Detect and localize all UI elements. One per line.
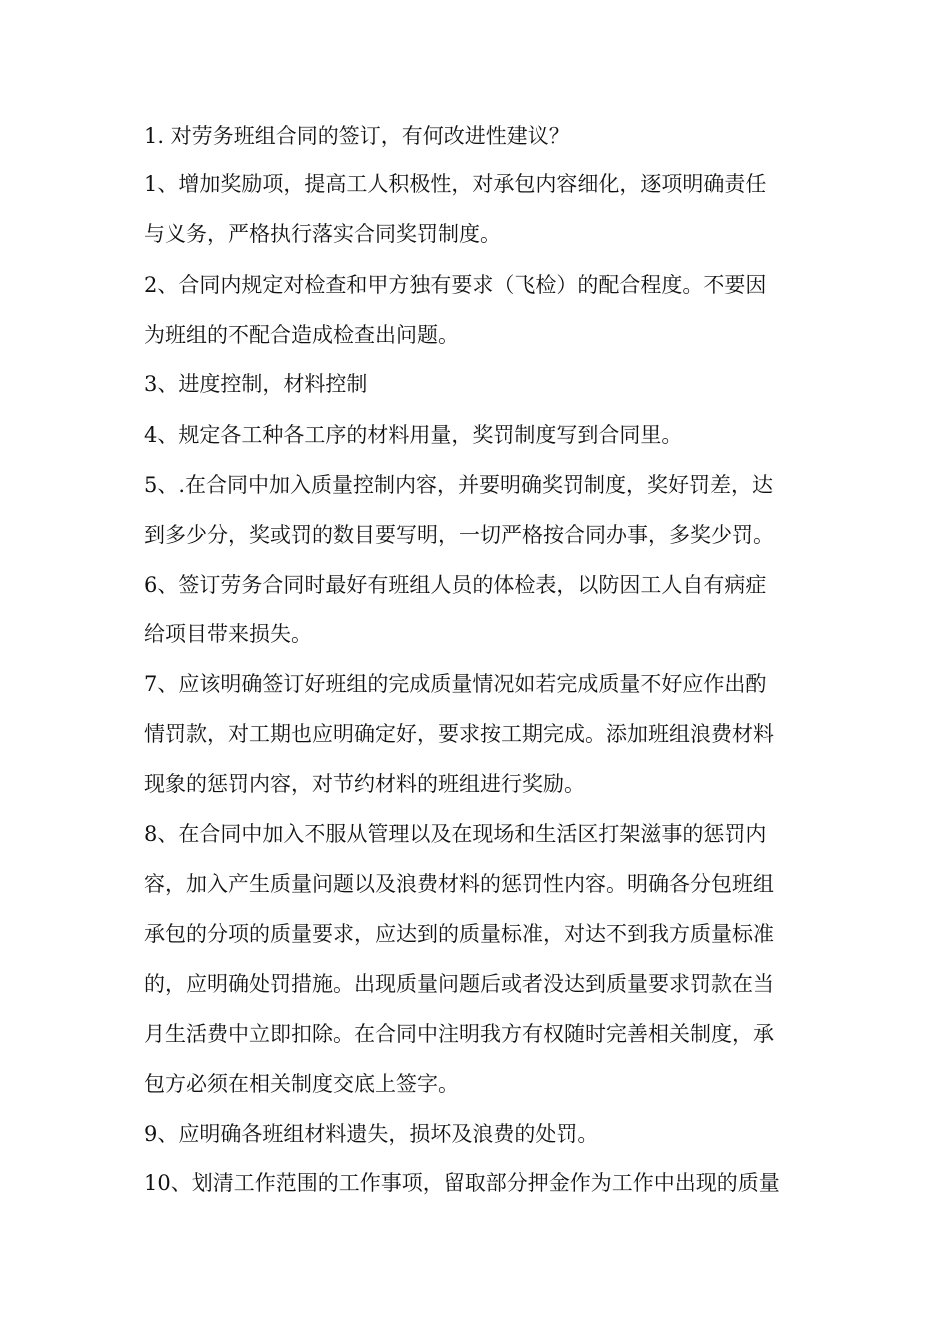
text-line: 到多少分，奖或罚的数目要写明，一切严格按合同办事，多奖少罚。 <box>144 523 774 547</box>
text-line: 容，加入产生质量问题以及浪费材料的惩罚性内容。明确各分包班组 <box>144 872 774 896</box>
text-line: 现象的惩罚内容，对节约材料的班组进行奖励。 <box>144 772 585 796</box>
text-line: 8、在合同中加入不服从管理以及在现场和生活区打架滋事的惩罚内 <box>144 822 767 846</box>
text-line: 与义务，严格执行落实合同奖罚制度。 <box>144 222 501 246</box>
text-line: 为班组的不配合造成检查出问题。 <box>144 323 459 347</box>
text-line: 7、应该明确签订好班组的完成质量情况如若完成质量不好应作出酌 <box>144 672 767 696</box>
text-line: 的，应明确处罚措施。出现质量问题后或者没达到质量要求罚款在当 <box>144 972 774 996</box>
text-line: 承包的分项的质量要求，应达到的质量标准，对达不到我方质量标准 <box>144 922 774 946</box>
text-line: 3、进度控制，材料控制 <box>144 372 368 396</box>
text-line: 月生活费中立即扣除。在合同中注明我方有权随时完善相关制度，承 <box>144 1022 774 1046</box>
text-line: 6、签订劳务合同时最好有班组人员的体检表，以防因工人自有病症 <box>144 573 767 597</box>
text-line: 2、合同内规定对检查和甲方独有要求（飞检）的配合程度。不要因 <box>144 273 767 297</box>
text-line: 9、应明确各班组材料遗失，损坏及浪费的处罚。 <box>144 1122 599 1146</box>
text-line: 4、规定各工种各工序的材料用量，奖罚制度写到合同里。 <box>144 423 683 447</box>
text-line: 1、增加奖励项，提高工人积极性，对承包内容细化，逐项明确责任 <box>144 172 767 196</box>
question-heading: 1. 对劳务班组合同的签订，有何改进性建议？ <box>144 124 570 148</box>
text-line: 包方必须在相关制度交底上签字。 <box>144 1072 459 1096</box>
text-line: 10、划清工作范围的工作事项，留取部分押金作为工作中出现的质量 <box>144 1171 780 1195</box>
text-line: 5、.在合同中加入质量控制内容，并要明确奖罚制度，奖好罚差，达 <box>144 473 774 497</box>
text-line: 给项目带来损失。 <box>144 622 312 646</box>
text-line: 情罚款，对工期也应明确定好，要求按工期完成。添加班组浪费材料 <box>144 722 774 746</box>
